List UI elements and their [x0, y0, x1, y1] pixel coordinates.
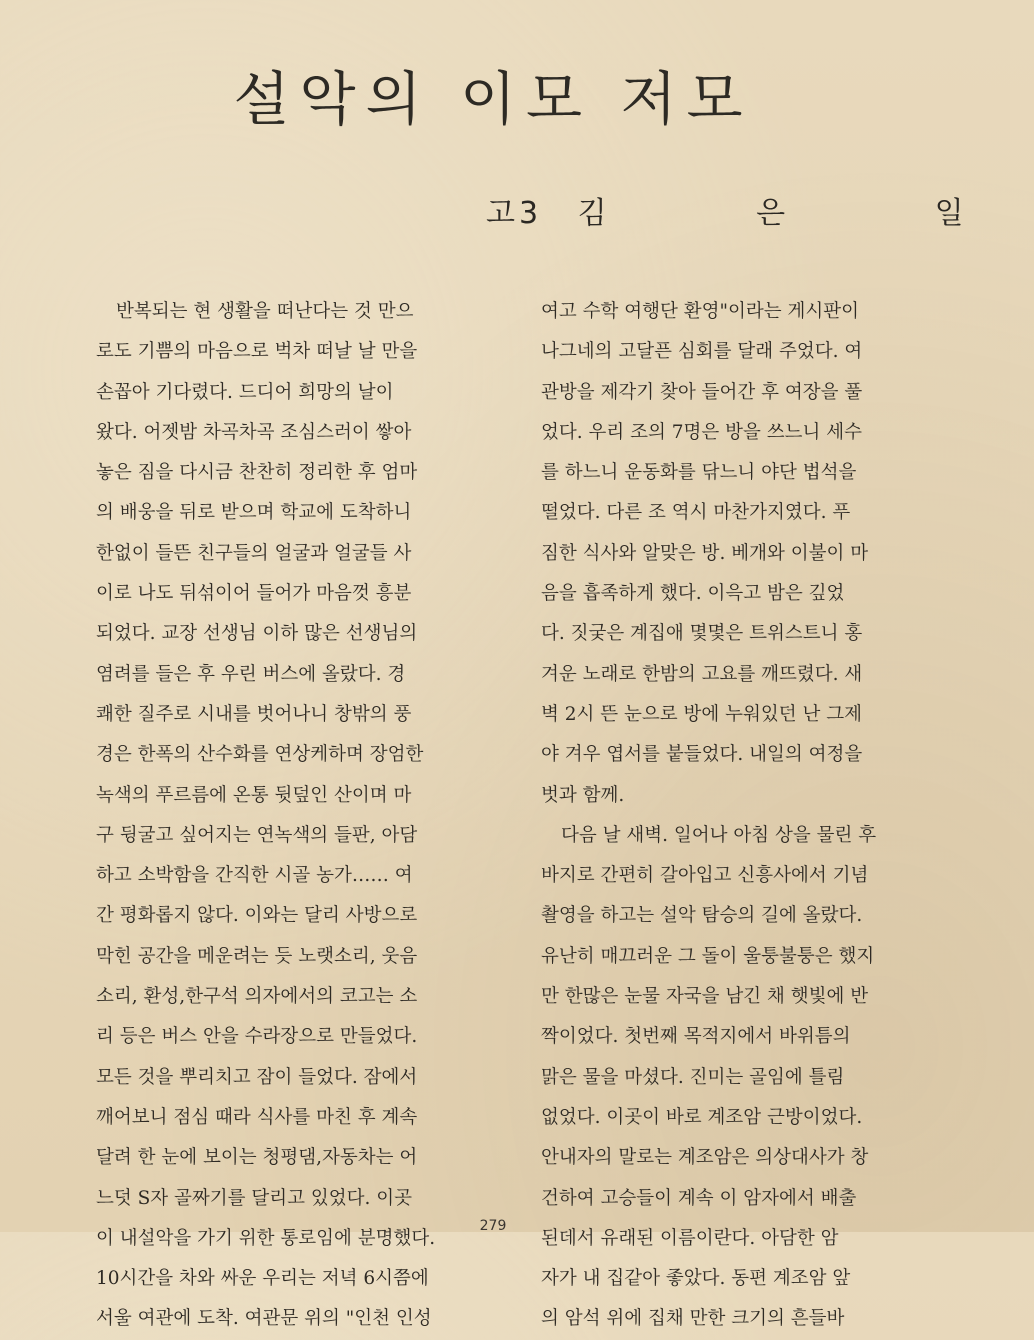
text-line: 촬영을 하고는 설악 탐승의 길에 올랐다. — [541, 905, 863, 927]
text-line: 야 겨우 엽서를 붙들었다. 내일의 여정을 — [541, 744, 863, 766]
text-line: 짐한 식사와 알맞은 방. 베개와 이불이 마 — [541, 542, 869, 564]
text-line: 의 배웅을 뒤로 받으며 학교에 도착하니 — [96, 502, 412, 524]
text-line: 떨었다. 다른 조 역시 마찬가지였다. 푸 — [541, 502, 851, 524]
text-line: 경은 한폭의 산수화를 연상케하며 장엄한 — [96, 744, 424, 766]
text-line: 구 뒹굴고 싶어지는 연녹색의 들판, 아담 — [96, 824, 418, 846]
page-number: 279 — [479, 1218, 507, 1234]
text-line: 리 등은 버스 안을 수라장으로 만들었다. — [96, 1026, 418, 1048]
text-line: 된데서 유래된 이름이란다. 아담한 암 — [541, 1227, 839, 1249]
text-line: 깨어보니 점심 때라 식사를 마친 후 계속 — [96, 1106, 418, 1128]
text-line: 겨운 노래로 한밤의 고요를 깨뜨렸다. 새 — [541, 663, 863, 685]
text-line: 왔다. 어젯밤 차곡차곡 조심스러이 쌓아 — [96, 421, 412, 443]
text-line: 10시간을 차와 싸운 우리는 저녁 6시쯤에 — [96, 1268, 429, 1290]
text-line: 나그네의 고달픈 심회를 달래 주었다. 여 — [541, 341, 863, 363]
text-line: 벽 2시 뜬 눈으로 방에 누워있던 난 그제 — [541, 703, 863, 725]
text-line: 만 한많은 눈물 자국을 남긴 채 햇빛에 반 — [541, 986, 869, 1008]
text-line: 반복되는 현 생활을 떠난다는 것 만으 — [116, 301, 414, 322]
text-line: 벗과 함께. — [541, 784, 625, 806]
text-line: 놓은 짐을 다시금 찬찬히 정리한 후 엄마 — [96, 462, 418, 484]
text-line: 소리, 환성,한구석 의자에서의 코고는 소 — [96, 986, 418, 1008]
text-line: 관방을 제각기 찾아 들어간 후 여장을 풀 — [541, 381, 863, 403]
text-line: 었다. 우리 조의 7명은 방을 쓰느니 세수 — [541, 421, 863, 443]
text-line: 간 평화롭지 않다. 이와는 달리 사방으로 — [96, 905, 418, 927]
text-line: 짝이었다. 첫번째 목적지에서 바위틈의 — [541, 1026, 851, 1048]
text-line: 여고 수학 여행단 환영"이라는 게시판이 — [541, 301, 859, 322]
text-line: 느덧 S자 골짜기를 달리고 있었다. 이곳 — [96, 1187, 413, 1209]
author-name: 김 은 일 — [577, 196, 1034, 231]
text-line: 를 하느니 운동화를 닦느니 야단 법석을 — [541, 462, 857, 484]
text-line: 되었다. 교장 선생님 이하 많은 선생님의 — [96, 623, 418, 645]
text-line: 이 내설악을 가기 위한 통로임에 분명했다. — [96, 1227, 436, 1249]
text-line: 다. 짓궂은 계집애 몇몇은 트위스트니 홍 — [541, 623, 863, 645]
text-line: 유난히 매끄러운 그 돌이 울퉁불퉁은 했지 — [541, 945, 875, 967]
article-title: 설악의 이모 저모 — [233, 65, 753, 133]
text-line: 하고 소박함을 간직한 시골 농가…… 여 — [96, 865, 413, 887]
left-text-column — [96, 292, 486, 1340]
text-line: 염려를 들은 후 우린 버스에 올랐다. 경 — [96, 663, 406, 685]
text-line: 이로 나도 뒤섞이어 들어가 마음껏 흥분 — [96, 583, 412, 605]
text-line: 안내자의 말로는 계조암은 의상대사가 창 — [541, 1147, 869, 1169]
right-text-column — [541, 292, 931, 1340]
text-line: 음을 흡족하게 했다. 이윽고 밤은 깊었 — [541, 583, 845, 605]
text-line: 모든 것을 뿌리치고 잠이 들었다. 잠에서 — [96, 1066, 418, 1088]
text-line: 의 암석 위에 집채 만한 크기의 흔들바 — [541, 1308, 845, 1330]
text-line: 쾌한 질주로 시내를 벗어나니 창밖의 풍 — [96, 703, 412, 725]
text-line: 없었다. 이곳이 바로 계조암 근방이었다. — [541, 1106, 863, 1128]
text-line: 달려 한 눈에 보이는 청평댐,자동차는 어 — [96, 1147, 418, 1169]
text-line: 바지로 간편히 갈아입고 신흥사에서 기념 — [541, 865, 869, 887]
text-line: 맑은 물을 마셨다. 진미는 골임에 틀림 — [541, 1066, 845, 1088]
text-line: 한없이 들뜬 친구들의 얼굴과 얼굴들 사 — [96, 542, 412, 564]
text-line: 서울 여관에 도착. 여관문 위의 "인천 인성 — [96, 1308, 432, 1330]
text-line: 건하여 고승들이 계속 이 암자에서 배출 — [541, 1187, 857, 1209]
text-line: 녹색의 푸르름에 온통 뒷덮인 산이며 마 — [96, 784, 412, 806]
text-line: 막힌 공간을 메운려는 듯 노랫소리, 웃음 — [96, 945, 418, 967]
text-line: 다음 날 새벽. 일어나 아침 상을 물린 후 — [561, 824, 877, 846]
text-line: 로도 기쁨의 마음으로 벅차 떠날 날 만을 — [96, 341, 418, 363]
author-grade: 고3 — [486, 196, 543, 231]
text-line: 손꼽아 기다렸다. 드디어 희망의 날이 — [96, 381, 394, 403]
author-byline — [486, 188, 1034, 232]
text-line: 자가 내 집같아 좋았다. 동편 계조암 앞 — [541, 1268, 851, 1290]
